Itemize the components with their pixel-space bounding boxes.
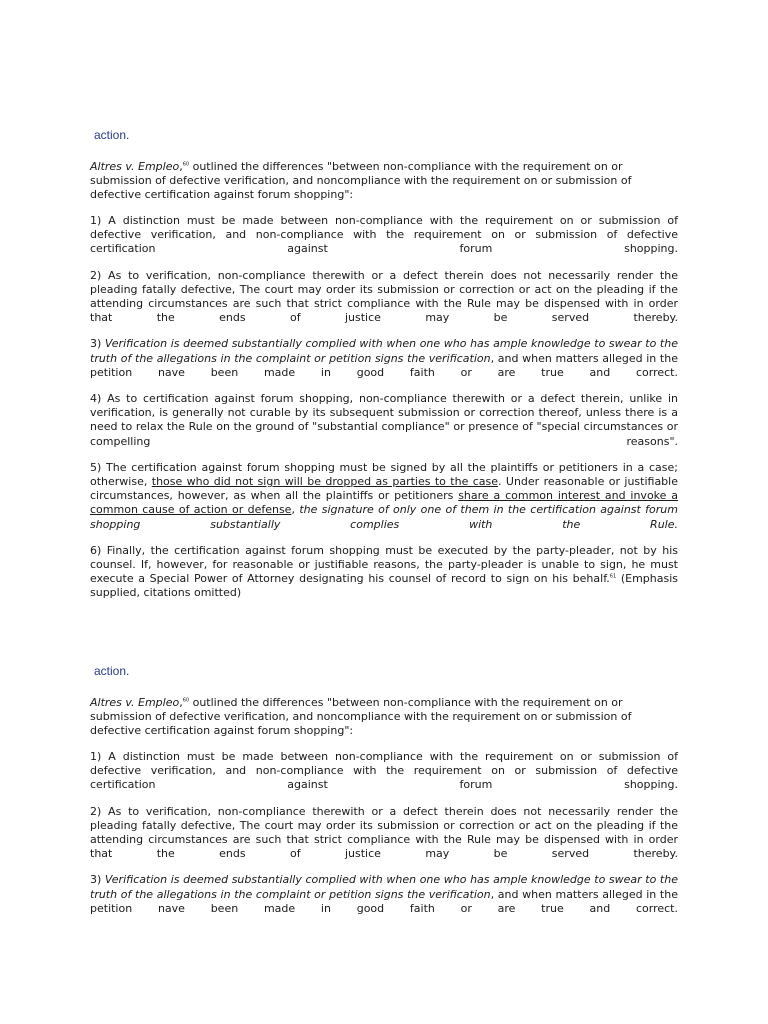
paragraph-4: 4) As to certification against forum shopping, non-compliance therewith or a defect therein, unlike in verification, is generally not curable by its subsequent submission or correction thereof, unless there is a need to relax the Rule on the ground of "substantial compliance" or presence of "special circumstances or compelling reasons".: [90, 392, 678, 448]
paragraph-6-text: 6) Finally, the certification against forum shopping must be executed by the party-pleader, not by his counsel. If, however, for reasonable or justifiable reasons, the party-pleader is unable to sign, he must execute a Special Power of Attorney designating his counsel of record to sign on his behalf.: [90, 543, 678, 586]
paragraph-6: [90, 544, 678, 601]
intro-text: outlined the differences "between non-compliance with the requirement on or submission of defective verification, and noncompliance with the requirement on or submission of defective certification against forum shopping":: [90, 696, 632, 737]
paragraph-5-underline-2: share a common interest and invoke a common cause of action or defense: [90, 489, 678, 517]
intro-paragraph: Altres v. Empleo,$^{60}$ outlined the differences "between non-compliance with the requirement on or submission of defective verification, and noncompliance with the requirement on or submission of defective certification against forum shopping":: [90, 696, 632, 737]
paragraph-5-italic: the signature of only one of them in the certification against forum shopping substantially complies with the Rule.: [90, 503, 678, 531]
footnote-marker: 61: [609, 573, 617, 580]
paragraph-5: [90, 461, 678, 532]
intro-paragraph: Altres v. Empleo,$^{60}$ outlined the differences "between non-compliance with the requirement on or submission of defective verification, and noncompliance with the requirement on or submission of defective certification against forum shopping":: [90, 160, 632, 201]
paragraph-3-italic: Verification is deemed substantially complied with when one who has ample knowledge to swear to the truth of the allegations in the complaint or petition signs the verification: [90, 337, 678, 365]
paragraph-3-prefix: 3): [90, 337, 105, 351]
paragraph-1: 1) A distinction must be made between non-compliance with the requirement on or submission of defective verification, and non-compliance with the requirement on or submission of defective certification against forum shopping.: [90, 214, 678, 256]
document-section-1: [90, 128, 678, 601]
paragraph-1: 1) A distinction must be made between non-compliance with the requirement on or submission of defective verification, and non-compliance with the requirement on or submission of defective certification against forum shopping.: [90, 750, 678, 792]
paragraph-5-b: . Under reasonable or justifiable circumstances, however, as when all the plaintiffs or petitioners: [90, 475, 678, 503]
paragraph-3-prefix: 3): [90, 873, 105, 887]
section-heading: action.: [94, 664, 130, 678]
footnote-marker: 60: [182, 697, 190, 704]
paragraph-5-c: ,: [291, 503, 300, 517]
paragraph-3: [90, 337, 678, 380]
paragraph-3-rest: , and when matters alleged in the petition nave been made in good faith or are true and correct.: [90, 351, 678, 379]
paragraph-5-underline-1: those who did not sign will be dropped as parties to the case: [151, 475, 499, 489]
paragraph-3-italic: Verification is deemed substantially complied with when one who has ample knowledge to swear to the truth of the allegations in the complaint or petition signs the verification: [90, 873, 678, 901]
paragraph-3: [90, 873, 678, 916]
paragraph-3-rest: , and when matters alleged in the petition nave been made in good faith or are true and correct.: [90, 887, 678, 915]
case-name: Altres v. Empleo: [90, 160, 180, 173]
document-section-2: [90, 664, 678, 916]
case-name: Altres v. Empleo: [90, 696, 180, 709]
paragraph-5-a: 5) The certification against forum shopping must be signed by all the plaintiffs or petitioners in a case; otherwise,: [90, 460, 678, 489]
paragraph-6-tail: (Emphasis supplied, citations omitted): [90, 572, 678, 600]
intro-text: outlined the differences "between non-compliance with the requirement on or submission of defective verification, and noncompliance with the requirement on or submission of defective certification against forum shopping":: [90, 160, 632, 201]
paragraph-2: 2) As to verification, non-compliance therewith or a defect therein does not necessarily render the pleading fatally defective, The court may order its submission or correction or act on the pleading if the attending circumstances are such that strict compliance with the Rule may be dispensed with in order that the ends of justice may be served thereby.: [90, 804, 678, 861]
footnote-marker: 60: [182, 161, 190, 168]
paragraph-2: 2) As to verification, non-compliance therewith or a defect therein does not necessarily render the pleading fatally defective, The court may order its submission or correction or act on the pleading if the attending circumstances are such that strict compliance with the Rule may be dispensed with in order that the ends of justice may be served thereby.: [90, 268, 678, 325]
section-heading: action.: [94, 128, 130, 142]
